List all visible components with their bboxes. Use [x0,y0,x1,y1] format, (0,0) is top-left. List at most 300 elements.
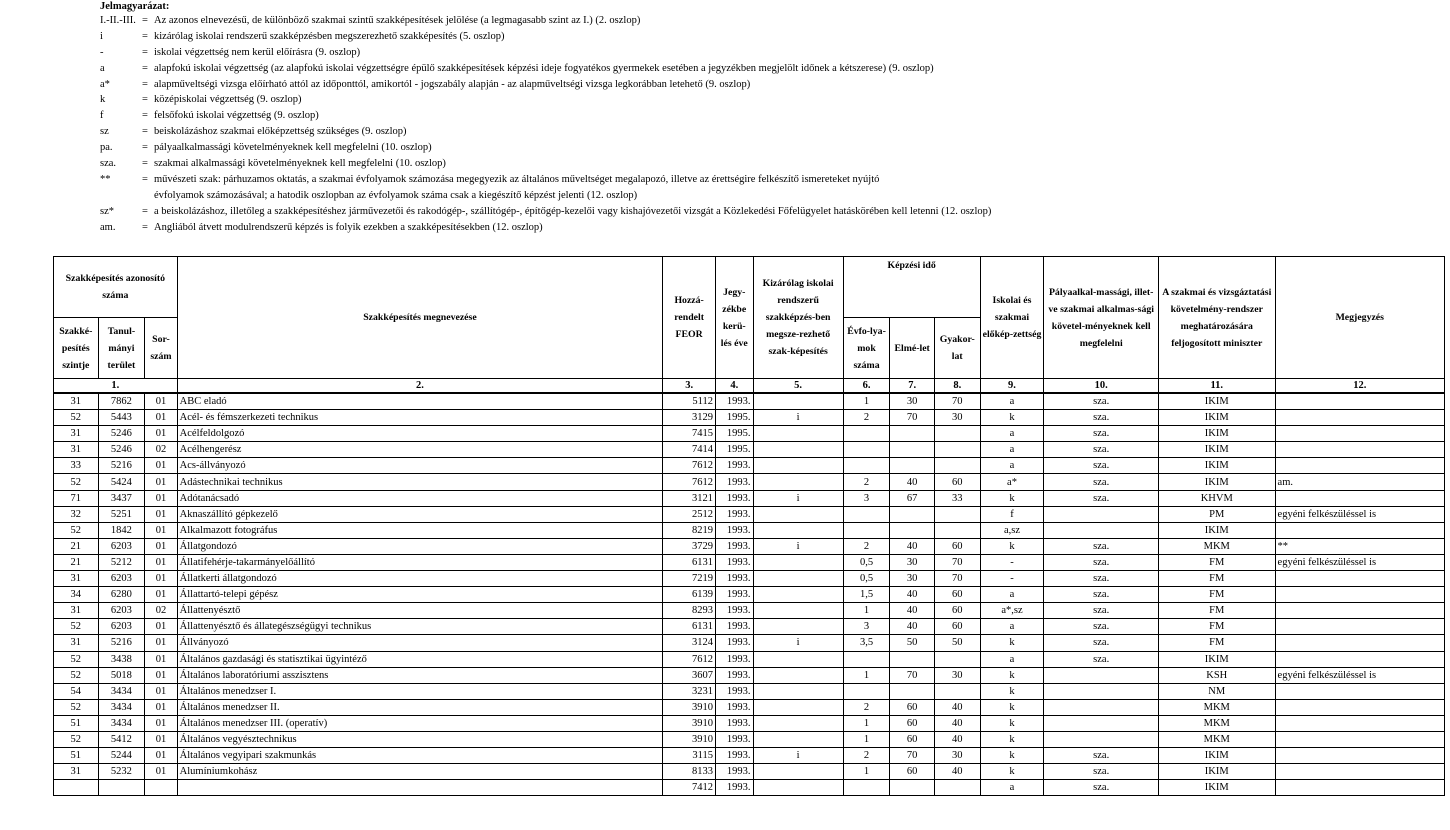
cell-theory: 30 [890,571,935,587]
cell-feor: 8219 [663,522,716,538]
cell-seq: 01 [145,699,177,715]
cell-area: 5412 [98,731,145,747]
cell-grades: 0,5 [843,554,890,570]
cell-grades: 3,5 [843,635,890,651]
legend-key: ** [100,173,111,185]
cell-ministry: FM [1158,554,1275,570]
cell-prereq: k [980,667,1044,683]
cell-practice [934,426,980,442]
cell-theory [890,780,935,796]
cell-ministry: FM [1158,619,1275,635]
cell-theory: 67 [890,490,935,506]
cell-seq: 01 [145,587,177,603]
cell-prereq: a [980,619,1044,635]
cell-feor: 3124 [663,635,716,651]
cell-name: Állattenyésztő és állategészségügyi technikus [177,619,663,635]
header-duration-group: Képzési idő [843,257,980,318]
cell-grades [843,506,890,522]
legend-item [100,77,1440,93]
cell-prereq: k [980,538,1044,554]
table-row [54,764,1445,780]
cell-ministry: PM [1158,506,1275,522]
column-number: 10. [1044,379,1159,394]
cell-school-only: i [753,748,843,764]
cell-prereq: k [980,731,1044,747]
cell-aptitude: sza. [1044,393,1159,410]
cell-level: 31 [54,393,99,410]
legend-equals: = [142,221,148,233]
cell-name: Állattartó-telepi gépész [177,587,663,603]
cell-aptitude: sza. [1044,490,1159,506]
cell-note [1275,426,1444,442]
cell-practice: 40 [934,715,980,731]
legend-text: iskolai végzettség nem kerül előírásra (9. oszlop) [154,46,361,58]
table-row [54,571,1445,587]
cell-note [1275,780,1444,796]
cell-level: 52 [54,619,99,635]
header-seq: Sor-szám [145,318,177,379]
cell-grades: 2 [843,748,890,764]
cell-prereq: a* [980,474,1044,490]
legend-text: kizárólag iskolai rendszerű szakképzésben megszerezhető szakképesítés (5. oszlop) [154,30,505,42]
cell-practice: 60 [934,587,980,603]
cell-year: 1993. [716,490,754,506]
cell-note: ** [1275,538,1444,554]
table-row [54,731,1445,747]
cell-area: 6203 [98,619,145,635]
legend-equals: = [142,94,148,106]
cell-name: Aknaszállító gépkezelő [177,506,663,522]
cell-grades: 1 [843,667,890,683]
cell-practice: 33 [934,490,980,506]
cell-year: 1993. [716,780,754,796]
cell-school-only [753,522,843,538]
cell-note [1275,748,1444,764]
cell-school-only [753,780,843,796]
table-row [54,522,1445,538]
cell-note [1275,587,1444,603]
cell-aptitude: sza. [1044,442,1159,458]
cell-prereq: a [980,651,1044,667]
legend-key: pa. [100,142,113,154]
cell-school-only [753,603,843,619]
legend-equals: = [142,15,148,26]
header-id-group: Szakképesítés azonosító száma [54,257,178,318]
table-row [54,651,1445,667]
cell-prereq: - [980,571,1044,587]
legend-key: - [100,46,104,58]
cell-year: 1995. [716,426,754,442]
cell-seq: 01 [145,426,177,442]
cell-year: 1993. [716,393,754,410]
cell-name: Adótanácsadó [177,490,663,506]
cell-theory [890,426,935,442]
cell-name [177,780,663,796]
cell-practice [934,683,980,699]
cell-prereq: a [980,393,1044,410]
cell-school-only [753,699,843,715]
cell-theory: 40 [890,587,935,603]
cell-name: Állványozó [177,635,663,651]
cell-name: Állatkerti állatgondozó [177,571,663,587]
cell-year: 1993. [716,764,754,780]
cell-year: 1993. [716,506,754,522]
table-row [54,603,1445,619]
cell-grades: 0,5 [843,571,890,587]
legend-item [100,29,1440,45]
cell-theory: 50 [890,635,935,651]
legend-text: művészeti szak: párhuzamos oktatás, a szakmai évfolyamok számozása megegyezik az általános műveltséget megalapozó, illetve az érettségire felkészítő ismereteket nyújtó [154,173,880,185]
cell-aptitude [1044,715,1159,731]
cell-feor: 7415 [663,426,716,442]
cell-aptitude: sza. [1044,571,1159,587]
column-number: 1. [54,379,178,394]
cell-prereq: k [980,764,1044,780]
cell-practice: 70 [934,393,980,410]
cell-seq: 01 [145,474,177,490]
cell-name: Általános vegyésztechnikus [177,731,663,747]
cell-area: 5443 [98,410,145,426]
cell-area: 5251 [98,506,145,522]
cell-prereq: k [980,715,1044,731]
legend-key: sz [100,126,109,138]
cell-seq: 01 [145,490,177,506]
legend-text: évfolyamok számozásával; a hatodik oszlopban az évfolyamok száma csak a kiegészítő képzést jelenti (12. oszlop) [154,189,638,201]
table-row [54,619,1445,635]
cell-practice: 60 [934,538,980,554]
cell-year: 1993. [716,587,754,603]
cell-practice: 60 [934,619,980,635]
cell-ministry: IKIM [1158,442,1275,458]
cell-ministry: IKIM [1158,522,1275,538]
legend-equals: = [142,126,148,138]
cell-seq: 01 [145,522,177,538]
cell-feor: 3607 [663,667,716,683]
cell-school-only: i [753,538,843,554]
cell-note [1275,619,1444,635]
cell-seq: 02 [145,442,177,458]
cell-practice: 40 [934,699,980,715]
cell-theory: 70 [890,410,935,426]
cell-seq: 01 [145,619,177,635]
cell-school-only [753,506,843,522]
cell-area: 5246 [98,426,145,442]
table-row [54,538,1445,554]
cell-ministry: MKM [1158,731,1275,747]
cell-area: 5246 [98,442,145,458]
cell-level: 32 [54,506,99,522]
legend-text: Angliából átvett modulrendszerű képzés is folyik ezekben a szakképesítésekben (12. oszlop) [154,221,543,233]
cell-ministry: NM [1158,683,1275,699]
legend-text: középiskolai végzettség (9. oszlop) [154,94,302,106]
cell-prereq: f [980,506,1044,522]
cell-prereq: a [980,442,1044,458]
cell-area: 5216 [98,458,145,474]
cell-prereq: k [980,683,1044,699]
cell-prereq: k [980,490,1044,506]
cell-area: 5216 [98,635,145,651]
legend-text: Az azonos elnevezésű, de különböző szakmai szintű szakképesítések jelölése (a legmagasabb szint az I.) (2. oszlop) [154,15,641,26]
table-row [54,506,1445,522]
cell-grades: 1 [843,603,890,619]
cell-name: Állattenyésztő [177,603,663,619]
cell-note [1275,683,1444,699]
legend-item [100,108,1440,124]
cell-practice: 60 [934,603,980,619]
cell-school-only [753,571,843,587]
cell-note [1275,522,1444,538]
cell-area: 3434 [98,715,145,731]
column-number: 8. [934,379,980,394]
legend [100,0,1440,235]
cell-prereq: k [980,635,1044,651]
cell-level: 52 [54,410,99,426]
legend-key: am. [100,221,116,233]
cell-name: Általános laboratóriumi asszisztens [177,667,663,683]
cell-year: 1993. [716,651,754,667]
cell-theory [890,522,935,538]
cell-seq: 01 [145,393,177,410]
column-number: 9. [980,379,1044,394]
cell-ministry: IKIM [1158,474,1275,490]
header-grades: Évfo-lya-mok száma [843,318,890,379]
cell-theory: 30 [890,554,935,570]
cell-year: 1993. [716,715,754,731]
cell-prereq: k [980,699,1044,715]
cell-prereq: a [980,426,1044,442]
cell-practice: 50 [934,635,980,651]
cell-level: 51 [54,748,99,764]
cell-aptitude: sza. [1044,554,1159,570]
cell-aptitude: sza. [1044,764,1159,780]
table-row [54,780,1445,796]
cell-school-only [753,764,843,780]
cell-ministry: MKM [1158,538,1275,554]
legend-item [100,45,1440,61]
cell-feor: 8133 [663,764,716,780]
cell-name: Állatifehérje-takarmányelőállító [177,554,663,570]
header-ministry: A szakmai és vizsgáztatási követelmény-rendszer meghatározására feljogosított miniszter [1158,257,1275,379]
cell-year: 1993. [716,554,754,570]
cell-theory: 40 [890,603,935,619]
cell-area: 6203 [98,571,145,587]
legend-key: sz* [100,205,114,217]
cell-name: Állatgondozó [177,538,663,554]
cell-note [1275,715,1444,731]
legend-key: sza. [100,158,117,170]
cell-aptitude: sza. [1044,603,1159,619]
cell-aptitude [1044,683,1159,699]
cell-practice: 60 [934,474,980,490]
cell-theory: 40 [890,619,935,635]
cell-grades [843,458,890,474]
cell-seq [145,780,177,796]
cell-year: 1995. [716,410,754,426]
legend-title: Jelmagyarázat: [100,1,170,12]
cell-year: 1993. [716,538,754,554]
cell-note [1275,635,1444,651]
cell-school-only [753,619,843,635]
cell-area: 1842 [98,522,145,538]
cell-theory [890,683,935,699]
legend-item [100,220,1440,236]
cell-seq: 01 [145,410,177,426]
table-row [54,667,1445,683]
cell-level: 31 [54,764,99,780]
cell-aptitude: sza. [1044,780,1159,796]
cell-feor: 7412 [663,780,716,796]
cell-level: 34 [54,587,99,603]
cell-grades: 2 [843,538,890,554]
cell-theory: 60 [890,731,935,747]
cell-aptitude: sza. [1044,635,1159,651]
table-body [54,393,1445,796]
table-row [54,587,1445,603]
cell-year: 1993. [716,731,754,747]
cell-theory: 60 [890,715,935,731]
cell-ministry: IKIM [1158,393,1275,410]
cell-feor: 6131 [663,554,716,570]
legend-equals: = [142,110,148,122]
cell-theory: 40 [890,538,935,554]
cell-note [1275,393,1444,410]
cell-level: 52 [54,474,99,490]
cell-level: 31 [54,426,99,442]
cell-ministry: KSH [1158,667,1275,683]
cell-year: 1993. [716,474,754,490]
cell-seq: 01 [145,554,177,570]
qualification-table [53,256,1445,796]
cell-note [1275,764,1444,780]
column-number: 6. [843,379,890,394]
cell-note: egyéni felkészüléssel is [1275,554,1444,570]
cell-level: 31 [54,571,99,587]
header-aptitude: Pályaalkal-massági, illet-ve szakmai alkalmas-sági követel-ményeknek kell megfelelni [1044,257,1159,379]
cell-grades: 3 [843,619,890,635]
cell-level: 31 [54,603,99,619]
cell-seq: 01 [145,538,177,554]
cell-school-only [753,587,843,603]
cell-area: 6280 [98,587,145,603]
cell-note [1275,731,1444,747]
cell-level: 52 [54,699,99,715]
cell-seq: 01 [145,731,177,747]
legend-key: a* [100,78,110,90]
cell-aptitude [1044,731,1159,747]
table-row [54,393,1445,410]
cell-aptitude: sza. [1044,651,1159,667]
cell-area: 6203 [98,603,145,619]
legend-list [100,13,1440,235]
cell-year: 1993. [716,699,754,715]
legend-key: i [100,30,103,42]
cell-prereq: k [980,410,1044,426]
legend-item [100,13,1440,29]
cell-prereq: a*,sz [980,603,1044,619]
cell-seq: 01 [145,748,177,764]
cell-feor: 7219 [663,571,716,587]
cell-year: 1993. [716,522,754,538]
cell-grades [843,683,890,699]
legend-key: I.-II.-III. [100,15,136,26]
cell-level: 51 [54,715,99,731]
cell-practice: 40 [934,764,980,780]
cell-grades [843,780,890,796]
cell-year: 1993. [716,619,754,635]
legend-text: felsőfokú iskolai végzettség (9. oszlop) [154,110,319,122]
cell-practice: 30 [934,667,980,683]
cell-ministry: FM [1158,571,1275,587]
table-row [54,554,1445,570]
cell-grades: 2 [843,474,890,490]
table-row [54,715,1445,731]
column-number: 2. [177,379,663,394]
cell-prereq: a,sz [980,522,1044,538]
cell-name: Acélhengerész [177,442,663,458]
cell-level: 31 [54,635,99,651]
cell-note [1275,651,1444,667]
cell-theory [890,506,935,522]
cell-grades: 1 [843,731,890,747]
cell-ministry: IKIM [1158,410,1275,426]
cell-aptitude [1044,699,1159,715]
cell-theory [890,458,935,474]
cell-level: 52 [54,667,99,683]
cell-practice: 70 [934,554,980,570]
cell-level: 52 [54,731,99,747]
cell-feor: 3910 [663,715,716,731]
legend-item [100,140,1440,156]
legend-item [100,124,1440,140]
cell-level: 21 [54,554,99,570]
cell-aptitude [1044,506,1159,522]
legend-equals: = [142,205,148,217]
cell-level: 71 [54,490,99,506]
cell-feor: 3115 [663,748,716,764]
cell-feor: 3910 [663,699,716,715]
legend-equals: = [142,30,148,42]
cell-aptitude [1044,522,1159,538]
table-row [54,699,1445,715]
column-number: 5. [753,379,843,394]
cell-area: 3434 [98,699,145,715]
cell-seq: 01 [145,715,177,731]
cell-practice [934,651,980,667]
cell-school-only [753,458,843,474]
legend-key: f [100,110,104,122]
table-row [54,635,1445,651]
cell-practice [934,506,980,522]
cell-area: 7862 [98,393,145,410]
cell-note [1275,603,1444,619]
header-area: Tanul-mányi terület [98,318,145,379]
cell-aptitude: sza. [1044,458,1159,474]
column-number: 11. [1158,379,1275,394]
cell-grades: 1 [843,764,890,780]
legend-equals: = [142,142,148,154]
cell-grades: 2 [843,410,890,426]
column-number-row [54,379,1445,394]
header-level: Szakké-pesítés szintje [54,318,99,379]
legend-text: alapműveltségi vizsga előírható attól az időponttól, amikortól - jogszabály alapján - az alapműveltségi vizsga legkorábban letehető (9. oszlop) [154,78,751,90]
cell-name: Általános menedzser III. (operatív) [177,715,663,731]
cell-name: Általános gazdasági és statisztikai ügyintéző [177,651,663,667]
table-row [54,410,1445,426]
legend-equals: = [142,78,148,90]
cell-ministry: IKIM [1158,458,1275,474]
cell-area: 3434 [98,683,145,699]
cell-school-only [753,715,843,731]
